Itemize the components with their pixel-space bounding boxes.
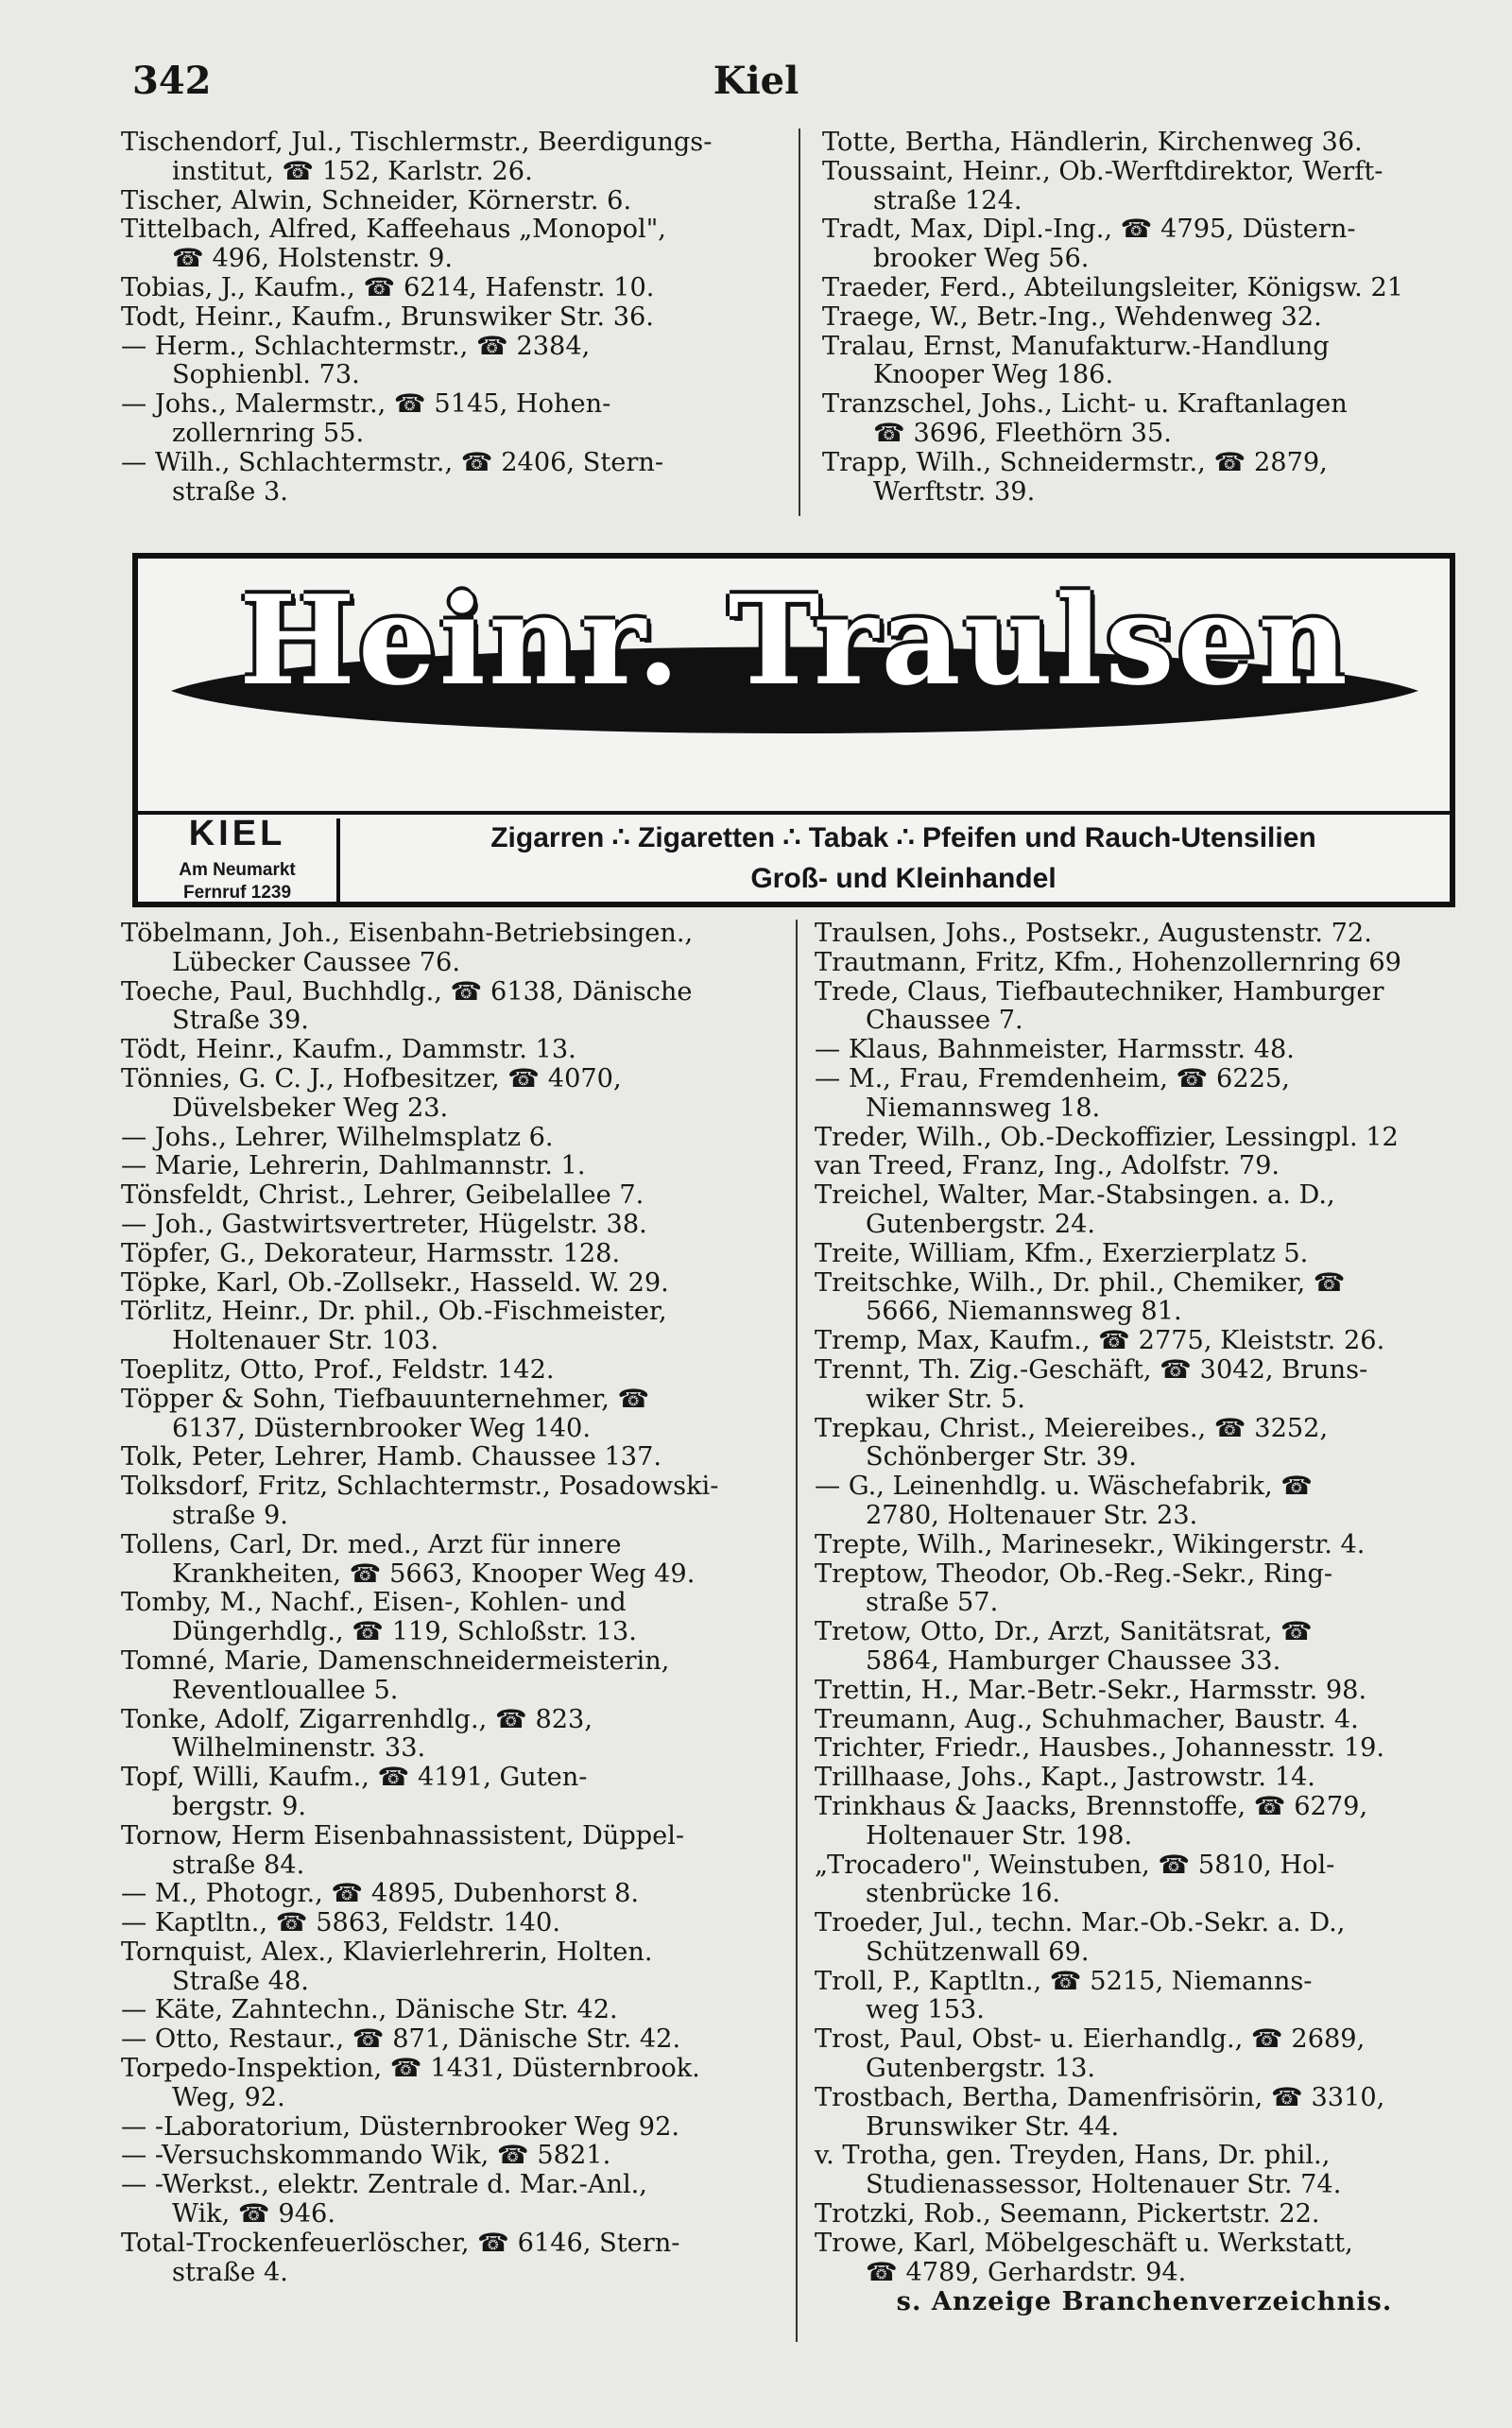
directory-entry-line: — Joh., Gastwirtsvertreter, Hügelstr. 38. (121, 1209, 647, 1239)
directory-entry-line: Düngerhdlg., ☎ 119, Schloßstr. 13. (172, 1617, 637, 1647)
advertisement-company-name: Heinr. Traulsen (239, 568, 1350, 713)
directory-entry-line: 5666, Niemannsweg 81. (866, 1297, 1182, 1327)
directory-entry-line: Tischer, Alwin, Schneider, Körnerstr. 6. (121, 185, 632, 215)
directory-entry-line: Studienassessor, Holtenauer Str. 74. (866, 2170, 1342, 2200)
directory-entry-line: Trostbach, Bertha, Damenfrisörin, ☎ 3310, (815, 2082, 1385, 2112)
directory-entry-line: Tischendorf, Jul., Tischlermstr., Beerdigungs- (121, 128, 713, 157)
directory-entry-line: Tobias, J., Kaufm., ☎ 6214, Hafenstr. 10. (121, 272, 655, 302)
page-number: 342 (132, 59, 212, 103)
directory-entry-line: Tranzschel, Johs., Licht- u. Kraftanlagen (822, 389, 1348, 420)
directory-entry-line: Holtenauer Str. 103. (172, 1326, 439, 1356)
directory-entry-line: Reventlouallee 5. (172, 1675, 399, 1705)
directory-entry-line: Tretow, Otto, Dr., Arzt, Sanitätsrat, ☎ (815, 1617, 1313, 1647)
directory-entry-line: Gutenbergstr. 13. (866, 2054, 1096, 2084)
directory-entry-line: straße 4. (172, 2257, 288, 2287)
directory-entry-line: Trautmann, Fritz, Kfm., Hohenzollernring 69 (815, 947, 1401, 977)
directory-entry-line: Tonke, Adolf, Zigarrenhdlg., ☎ 823, (121, 1704, 593, 1734)
directory-entry-line: Knooper Weg 186. (873, 360, 1114, 390)
advertisement-trade: Groß- und Kleinhandel (750, 863, 1057, 894)
directory-entry-line: Töpfer, G., Dekorateur, Harmsstr. 128. (121, 1238, 621, 1268)
directory-entry-line: — -Laboratorium, Düsternbrooker Weg 92. (121, 2111, 680, 2142)
directory-entry-line: Tradt, Max, Dipl.-Ing., ☎ 4795, Düstern- (822, 215, 1356, 245)
directory-entry-line: — Wilh., Schlachtermstr., ☎ 2406, Stern- (121, 447, 664, 477)
directory-entry-line: — -Versuchskommando Wik, ☎ 5821. (121, 2141, 611, 2171)
directory-entry-line: Schönberger Str. 39. (866, 1442, 1137, 1472)
directory-entry-line: Tornow, Herm Eisenbahnassistent, Düppel- (121, 1820, 685, 1851)
directory-entry-line: — Käte, Zahntechn., Dänische Str. 42. (121, 1995, 618, 2025)
directory-entry-line: 2780, Holtenauer Str. 23. (866, 1500, 1198, 1530)
directory-entry-line: Traege, W., Betr.-Ing., Wehdenweg 32. (822, 301, 1322, 332)
page-header (0, 59, 1512, 115)
directory-entry-line: Werftstr. 39. (873, 476, 1036, 507)
directory-entry-line: Treumann, Aug., Schuhmacher, Baustr. 4. (815, 1704, 1359, 1734)
directory-entry-line: Treite, William, Kfm., Exerzierplatz 5. (815, 1238, 1309, 1268)
running-title: Kiel (713, 59, 799, 103)
directory-entry-line: Trapp, Wilh., Schneidermstr., ☎ 2879, (822, 447, 1328, 477)
directory-entry-line: Holtenauer Str. 198. (866, 1820, 1133, 1851)
directory-entry-line: 6137, Düsternbrooker Weg 140. (172, 1413, 591, 1443)
directory-entry-line: weg 153. (866, 1995, 985, 2025)
directory-entry-line: Trepkau, Christ., Meiereibes., ☎ 3252, (815, 1413, 1329, 1443)
directory-entry-line: Tornquist, Alex., Klavierlehrerin, Holten. (121, 1937, 653, 1967)
directory-entry-line: stenbrücke 16. (866, 1879, 1061, 1909)
directory-entry-line: Düvelsbeker Weg 23. (172, 1093, 449, 1123)
directory-entry-line: Tomby, M., Nachf., Eisen-, Kohlen- und (121, 1588, 627, 1618)
top-column-divider (799, 129, 800, 516)
directory-entry-line: ☎ 4789, Gerhardstr. 94. (866, 2257, 1187, 2287)
directory-entry-line: — Johs., Lehrer, Wilhelmsplatz 6. (121, 1122, 554, 1152)
bottom-left-column (121, 920, 787, 2287)
directory-entry-line: — M., Photogr., ☎ 4895, Dubenhorst 8. (121, 1879, 640, 1909)
directory-entry-line: Töpke, Karl, Ob.-Zollsekr., Hasseld. W. 29. (121, 1267, 669, 1298)
directory-entry-line: Tremp, Max, Kaufm., ☎ 2775, Kleiststr. 26. (815, 1326, 1385, 1356)
top-right-column (822, 129, 1474, 507)
directory-entry-line: Straße 48. (172, 1966, 309, 1996)
directory-entry-line: straße 124. (873, 185, 1022, 215)
directory-entry-line: 5864, Hamburger Chaussee 33. (866, 1645, 1281, 1676)
directory-entry-line: Trost, Paul, Obst- u. Eierhandlg., ☎ 2689, (815, 2024, 1366, 2055)
directory-entry-line: Traeder, Ferd., Abteilungsleiter, Königsw. 21 (822, 272, 1404, 302)
directory-entry-line: Gutenbergstr. 24. (866, 1209, 1096, 1239)
bottom-right-column (815, 920, 1474, 2316)
directory-entry-line: straße 9. (172, 1500, 288, 1530)
directory-entry-line: Trillhaase, Johs., Kapt., Jastrowstr. 14. (815, 1763, 1315, 1793)
directory-entry-line: Troll, P., Kaptltn., ☎ 5215, Niemanns- (815, 1966, 1313, 1996)
directory-entry-line: — M., Frau, Fremdenheim, ☎ 6225, (815, 1063, 1290, 1093)
directory-entry-line: Toeplitz, Otto, Prof., Feldstr. 142. (121, 1354, 555, 1385)
directory-entry-line: Brunswiker Str. 44. (866, 2111, 1120, 2142)
directory-entry-line: Tolksdorf, Fritz, Schlachtermstr., Posadowski- (121, 1472, 719, 1502)
directory-entry-line: Krankheiten, ☎ 5663, Knooper Weg 49. (172, 1558, 696, 1589)
directory-entry-line: straße 57. (866, 1588, 999, 1618)
top-left-column (121, 129, 787, 507)
directory-entry-line: Sophienbl. 73. (172, 360, 360, 390)
directory-entry-line: — -Werkst., elektr. Zentrale d. Mar.-Anl., (121, 2170, 647, 2200)
directory-entry-line: Treitschke, Wilh., Dr. phil., Chemiker, ☎ (815, 1267, 1346, 1298)
directory-entry-line: Tönnies, G. C. J., Hofbesitzer, ☎ 4070, (121, 1063, 622, 1093)
directory-entry-line: Straße 39. (172, 1006, 309, 1036)
directory-entry-line: — Klaus, Bahnmeister, Harmsstr. 48. (815, 1035, 1295, 1065)
directory-entry-line: Trinkhaus & Jaacks, Brennstoffe, ☎ 6279, (815, 1791, 1368, 1821)
directory-entry-line: Torpedo-Inspektion, ☎ 1431, Düsternbrook. (121, 2054, 700, 2084)
directory-entry-line: Wik, ☎ 946. (172, 2199, 335, 2230)
directory-entry-line: — G., Leinenhdlg. u. Wäschefabrik, ☎ (815, 1472, 1314, 1502)
directory-entry-line: Niemannsweg 18. (866, 1093, 1101, 1123)
directory-entry-line: Total-Trockenfeuerlöscher, ☎ 6146, Stern- (121, 2228, 680, 2258)
directory-entry-line: — Johs., Malermstr., ☎ 5145, Hohen- (121, 389, 611, 420)
directory-entry-line: Tralau, Ernst, Manufakturw.-Handlung (822, 331, 1330, 361)
advertisement-products: Zigarren ∴ Zigaretten ∴ Tabak ∴ Pfeifen und Rauch-Utensilien (490, 822, 1316, 853)
directory-entry-line: „Trocadero", Weinstuben, ☎ 5810, Hol- (815, 1850, 1335, 1880)
directory-entry-line: Trettin, H., Mar.-Betr.-Sekr., Harmsstr. 98. (815, 1675, 1367, 1705)
directory-entry-line: Wilhelminenstr. 33. (172, 1733, 426, 1764)
directory-entry-line: straße 84. (172, 1850, 305, 1880)
directory-entry-line: Tomné, Marie, Damenschneidermeisterin, (121, 1645, 670, 1676)
directory-entry-line: — Herm., Schlachtermstr., ☎ 2384, (121, 331, 591, 361)
directory-entry-line: Troeder, Jul., techn. Mar.-Ob.-Sekr. a. D., (815, 1908, 1346, 1938)
bottom-column-divider (796, 920, 798, 2342)
directory-entry-line: Todt, Heinr., Kaufm., Brunswiker Str. 36. (121, 301, 654, 332)
directory-entry-line: Trepte, Wilh., Marinesekr., Wikingerstr. 4. (815, 1529, 1366, 1559)
directory-entry-line: ☎ 3696, Fleethörn 35. (873, 418, 1172, 448)
directory-entry-line: wiker Str. 5. (866, 1384, 1025, 1414)
directory-entry-line: Tittelbach, Alfred, Kaffeehaus „Monopol", (121, 215, 666, 245)
directory-entry-line: Chaussee 7. (866, 1006, 1023, 1036)
advertisement-street: Am Neumarkt (179, 860, 296, 880)
directory-entry-line: Trotzki, Rob., Seemann, Pickertstr. 22. (815, 2199, 1320, 2230)
directory-entry-line: Treder, Wilh., Ob.-Deckoffizier, Lessingpl. 12 (815, 1122, 1399, 1152)
directory-entry-line: Treichel, Walter, Mar.-Stabsingen. a. D., (815, 1180, 1335, 1211)
directory-entry-line: Toeche, Paul, Buchhdlg., ☎ 6138, Dänische (121, 976, 693, 1007)
advertisement-vertical-divider (336, 818, 340, 902)
directory-entry-line: — Kaptltn., ☎ 5863, Feldstr. 140. (121, 1908, 560, 1938)
advertisement-box (132, 553, 1455, 907)
advertisement-phone: Fernruf 1239 (182, 883, 292, 903)
directory-entry-line: Traulsen, Johs., Postsekr., Augustenstr. 72. (815, 919, 1372, 948)
directory-entry-line: Treptow, Theodor, Ob.-Reg.-Sekr., Ring- (815, 1558, 1333, 1589)
directory-entry-line: Topf, Willi, Kaufm., ☎ 4191, Guten- (121, 1763, 588, 1793)
directory-entry-line: Trowe, Karl, Möbelgeschäft u. Werkstatt, (815, 2228, 1353, 2258)
directory-entry-line: Töpper & Sohn, Tiefbauunternehmer, ☎ (121, 1384, 650, 1414)
directory-entry-line: Trichter, Friedr., Hausbes., Johannesstr. 19. (815, 1733, 1385, 1764)
directory-entry-line: ☎ 496, Holstenstr. 9. (172, 244, 454, 274)
directory-entry-line: Tödt, Heinr., Kaufm., Dammstr. 13. (121, 1035, 576, 1065)
directory-entry-line: v. Trotha, gen. Treyden, Hans, Dr. phil., (815, 2141, 1331, 2171)
directory-entry-line: Toussaint, Heinr., Ob.-Werftdirektor, Werft- (822, 156, 1383, 186)
directory-entry-line: institut, ☎ 152, Karlstr. 26. (172, 156, 533, 186)
directory-entry-line: van Treed, Franz, Ing., Adolfstr. 79. (815, 1151, 1280, 1181)
directory-entry-line: Töbelmann, Joh., Eisenbahn-Betriebsingen., (121, 919, 694, 948)
directory-entry-line: straße 3. (172, 476, 288, 507)
advertisement-city: KIEL (188, 814, 286, 853)
directory-entry-line: brooker Weg 56. (873, 244, 1090, 274)
directory-entry-line: bergstr. 9. (172, 1791, 307, 1821)
directory-entry-line: zollernring 55. (172, 418, 365, 448)
directory-entry-line: Trede, Claus, Tiefbautechniker, Hamburger (815, 976, 1384, 1007)
directory-entry-line: Lübecker Caussee 76. (172, 947, 460, 977)
directory-entry-line: Schützenwall 69. (866, 1937, 1090, 1967)
branch-index-footnote: s. Anzeige Branchenverzeichnis. (896, 2286, 1393, 2317)
directory-entry-line: Trennt, Th. Zig.-Geschäft, ☎ 3042, Bruns- (815, 1354, 1368, 1385)
directory-entry-line: Weg, 92. (172, 2082, 285, 2112)
directory-entry-line: — Otto, Restaur., ☎ 871, Dänische Str. 42. (121, 2024, 681, 2055)
directory-entry-line: Tolk, Peter, Lehrer, Hamb. Chaussee 137. (121, 1442, 662, 1472)
directory-entry-line: Tollens, Carl, Dr. med., Arzt für innere (121, 1529, 622, 1559)
directory-entry-line: Törlitz, Heinr., Dr. phil., Ob.-Fischmeister, (121, 1297, 667, 1327)
directory-entry-line: Tönsfeldt, Christ., Lehrer, Geibelallee 7. (121, 1180, 644, 1211)
directory-entry-line: Totte, Bertha, Händlerin, Kirchenweg 36. (822, 128, 1363, 157)
directory-entry-line: — Marie, Lehrerin, Dahlmannstr. 1. (121, 1151, 586, 1181)
